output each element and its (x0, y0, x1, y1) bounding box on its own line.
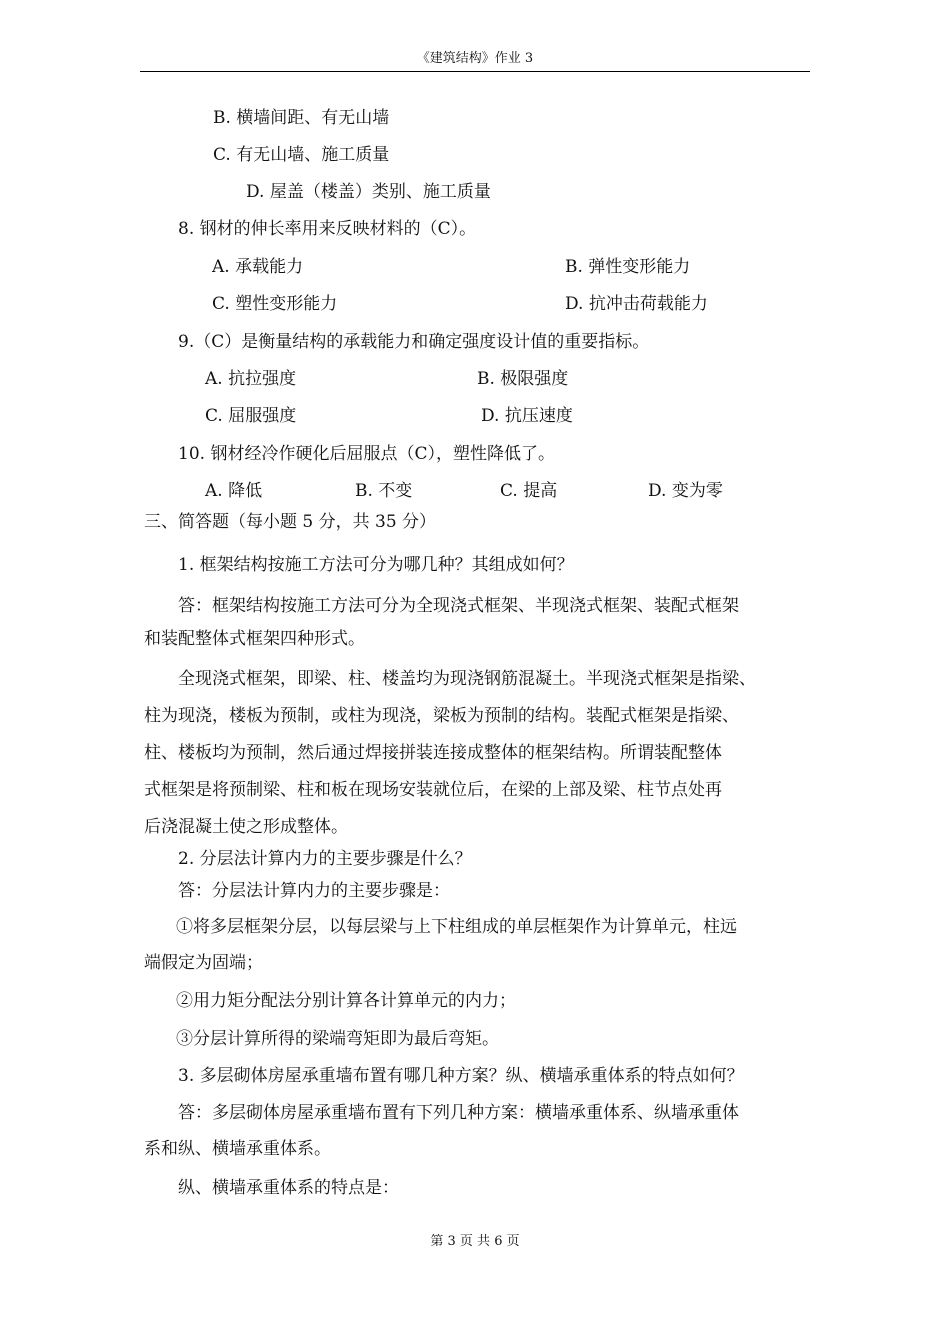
s3-paragraph: 纵、横墙承重体系的特点是： (178, 1178, 399, 1198)
q7-option-d: D. 屋盖（楼盖）类别、施工质量 (246, 182, 491, 202)
q8-question: 8. 钢材的伸长率用来反映材料的（C）。 (178, 219, 477, 239)
s1-question: 1. 框架结构按施工方法可分为哪几种？其组成如何？ (178, 555, 574, 575)
s1-paragraph-line3: 柱、楼板均为预制，然后通过焊接拼装连接成整体的框架结构。所谓装配整体 (144, 743, 722, 763)
s2-step1-line1: ①将多层框架分层，以每层梁与上下柱组成的单层框架作为计算单元，柱远 (176, 917, 737, 937)
q9-option-a: A. 抗拉强度 (205, 369, 297, 389)
q8-option-d: D. 抗冲击荷载能力 (565, 294, 708, 314)
q8-option-c: C. 塑性变形能力 (212, 294, 338, 314)
s3-answer-line2: 系和纵、横墙承重体系。 (144, 1139, 331, 1159)
q8-option-a: A. 承载能力 (212, 257, 304, 277)
s1-answer-line2: 和装配整体式框架四种形式。 (144, 629, 365, 649)
s1-paragraph-line2: 柱为现浇，楼板为预制，或柱为现浇，梁板为预制的结构。装配式框架是指梁、 (144, 706, 739, 726)
q9-option-d: D. 抗压速度 (481, 406, 573, 426)
s1-answer-line1: 答：框架结构按施工方法可分为全现浇式框架、半现浇式框架、装配式框架 (178, 596, 739, 616)
s2-step3: ③分层计算所得的梁端弯矩即为最后弯矩。 (176, 1029, 499, 1049)
q10-question: 10. 钢材经冷作硬化后屈服点（C），塑性降低了。 (178, 444, 555, 464)
s2-question: 2. 分层法计算内力的主要步骤是什么？ (178, 849, 472, 869)
q10-option-a: A. 降低 (205, 481, 263, 501)
s3-answer-line1: 答：多层砌体房屋承重墙布置有下列几种方案：横墙承重体系、纵墙承重体 (178, 1103, 739, 1123)
s1-paragraph-line1: 全现浇式框架，即梁、柱、楼盖均为现浇钢筋混凝土。半现浇式框架是指梁、 (178, 669, 756, 689)
s1-paragraph-line5: 后浇混凝土使之形成整体。 (144, 817, 348, 837)
section-heading: 三、简答题（每小题 5 分，共 35 分） (144, 512, 437, 532)
page-footer: 第 3 页 共 6 页 (430, 1234, 520, 1249)
q8-option-b: B. 弹性变形能力 (565, 257, 691, 277)
s3-question: 3. 多层砌体房屋承重墙布置有哪几种方案？纵、横墙承重体系的特点如何？ (178, 1066, 744, 1086)
q7-option-c: C. 有无山墙、施工质量 (213, 145, 390, 165)
header-rule (140, 71, 810, 72)
s2-step1-line2: 端假定为固端； (144, 953, 263, 973)
q10-option-c: C. 提高 (500, 481, 558, 501)
q10-option-b: B. 不变 (355, 481, 413, 501)
q9-option-c: C. 屈服强度 (205, 406, 297, 426)
q7-option-b: B. 横墙间距、有无山墙 (213, 108, 390, 128)
page-header: 《建筑结构》作业 3 (416, 51, 534, 66)
s2-step2: ②用力矩分配法分别计算各计算单元的内力； (176, 991, 516, 1011)
q9-option-b: B. 极限强度 (477, 369, 569, 389)
s2-answer: 答：分层法计算内力的主要步骤是： (178, 881, 450, 901)
s1-paragraph-line4: 式框架是将预制梁、柱和板在现场安装就位后，在梁的上部及梁、柱节点处再 (144, 780, 722, 800)
q10-option-d: D. 变为零 (648, 481, 723, 501)
q9-question: 9.（C）是衡量结构的承载能力和确定强度设计值的重要指标。 (178, 332, 650, 352)
